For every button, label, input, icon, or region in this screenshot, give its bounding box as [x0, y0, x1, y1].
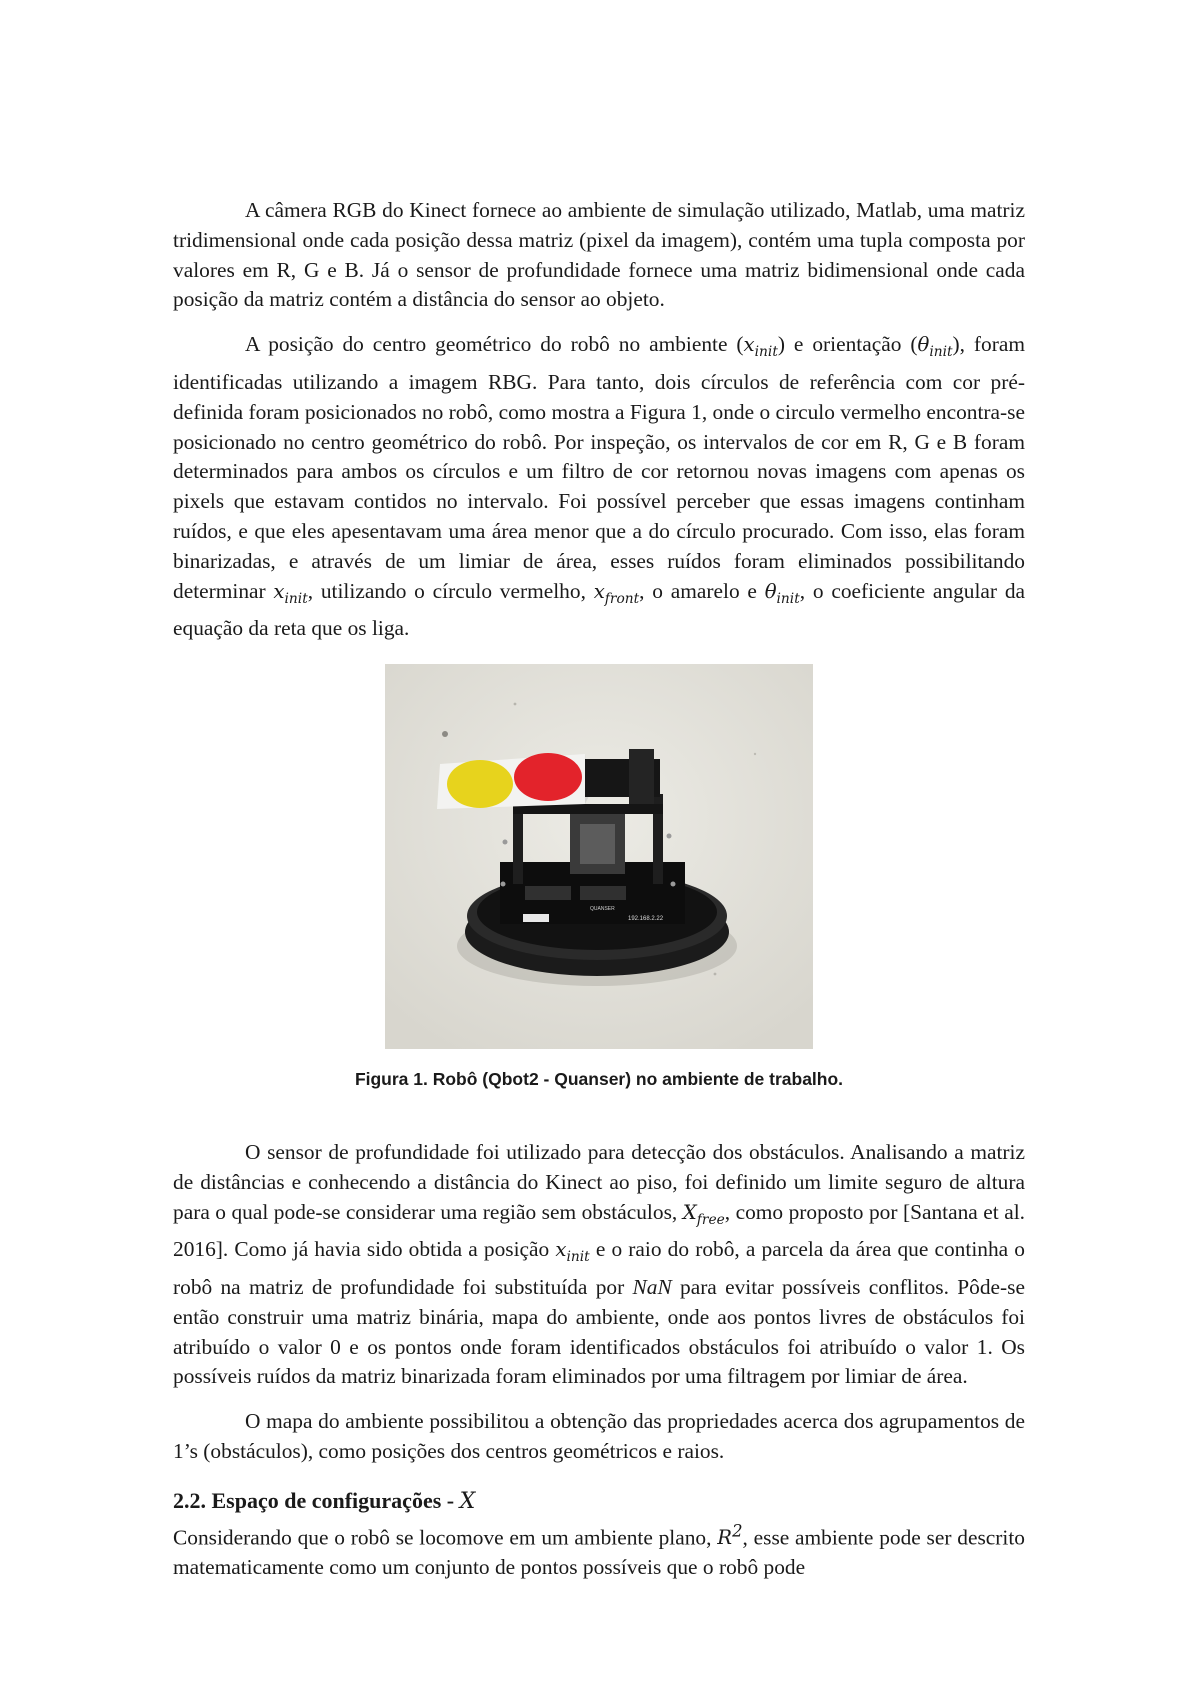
paper-page — [173, 196, 1025, 1583]
paragraph-configuration-space — [173, 1517, 1025, 1583]
paragraph-environment-map — [173, 1407, 1025, 1467]
math-config-space-symbol: X — [459, 1488, 476, 1514]
section-heading-text: 2.2. Espaço de configurações - — [173, 1487, 460, 1513]
math-x-init: $x_{init}$ — [555, 1238, 590, 1266]
paragraph-text: , o amarelo e — [639, 578, 765, 603]
math-x-init: $x_{init}$ — [743, 333, 778, 361]
paragraph-text: Considerando que o robô se locomove em um ambiente plano, — [173, 1525, 718, 1550]
section-heading — [173, 1486, 1025, 1517]
math-theta-init: $\theta_{init}$ — [917, 333, 953, 361]
svg-text:192.168.2.22: 192.168.2.22 — [628, 916, 664, 923]
math-x-init: $x_{init}$ — [273, 579, 308, 607]
robot-photo — [385, 664, 813, 1049]
paragraph-text: A câmera RGB do Kinect fornece ao ambiente de simulação utilizado, Matlab, uma matriz tridimensional onde cada posição dessa matriz (pixel da imagem), contém uma tupla composta por valores em R, G e B. Já o sensor de profundidade fornece uma matriz bidimensional onde cada posição da matriz contém a distância do sensor ao objeto. — [173, 198, 1025, 312]
nan-term: NaN — [632, 1275, 672, 1300]
paragraph-text: O sensor de profundidade foi utilizado para detecção dos obstáculos. Analisando a matriz de distâncias e conhecendo a distância do Kinect ao piso, foi definido um limite seguro de altura para o qual pode-se considerar uma região sem obstáculos, — [173, 1140, 1025, 1224]
svg-text:QUANSER: QUANSER — [590, 906, 615, 913]
paragraph-text: para evitar possíveis conflitos. Pôde-se então construir uma matriz binária, mapa do ambiente, onde aos pontos livres de obstáculos foi atribuído o valor 0 e os pontos onde foram identificados obstáculos foi atribuído o valor 1. Os possíveis ruídos da matriz binarizada foram eliminados por uma filtragem por limiar de área. — [173, 1275, 1025, 1389]
math-x-free: $X_{free}$ — [682, 1200, 725, 1228]
math-theta-init: $\theta_{init}$ — [764, 579, 800, 607]
paragraph-text: A posição do centro geométrico do robô no ambiente ( — [245, 332, 744, 357]
paragraph-text: ) e orientação ( — [777, 332, 918, 357]
paragraph-text: ), foram identificadas utilizando a imagem RBG. Para tanto, dois círculos de referência com cor pré-definida foram posicionados no robô, como mostra a Figura 1, onde o circulo vermelho encontra-se posicionado no centro geométrico do robô. Por inspeção, os intervalos de cor em R, G e B foram determinados para ambos os círculos e um filtro de cor retornou novas imagens com apenas os pixels que estavam contidos no intervalo. Foi possível perceber que essas imagens continham ruídos, e que eles apesentavam uma área menor que a do círculo procurado. Com isso, elas foram binarizadas, e através de um limiar de área, esses ruídos foram eliminados possibilitando determinar — [173, 332, 1025, 603]
math-x-front: $x_{front}$ — [593, 579, 640, 607]
figure-caption: Figura 1. Robô (Qbot2 - Quanser) no ambiente de trabalho. — [354, 1069, 844, 1090]
paragraph-depth-sensor — [173, 1138, 1025, 1392]
paragraph-text: O mapa do ambiente possibilitou a obtenção das propriedades acerca dos agrupamentos de 1’s (obstáculos), como posições dos centros geométricos e raios. — [173, 1409, 1025, 1464]
paragraph-text: , como proposto por [Santana et al. 2016]. Como já havia sido obtida a posição — [173, 1199, 1025, 1262]
paragraph-text: , utilizando o círculo vermelho, — [307, 578, 594, 603]
paragraph-text: , esse ambiente pode ser descrito matematicamente como um conjunto de pontos possíveis que o robô pode — [173, 1525, 1025, 1580]
paragraph-robot-position — [173, 330, 1025, 644]
paragraph-kinect-rgb — [173, 196, 1025, 315]
paragraph-text: e o raio do robô, a parcela da área que continha o robô na matriz de profundidade foi substituída por — [173, 1237, 1025, 1300]
math-r-squared: $R^2$ — [717, 1521, 743, 1550]
figure-1 — [173, 664, 1025, 1090]
paragraph-text: , o coeficiente angular da equação da reta que os liga. — [173, 578, 1026, 641]
